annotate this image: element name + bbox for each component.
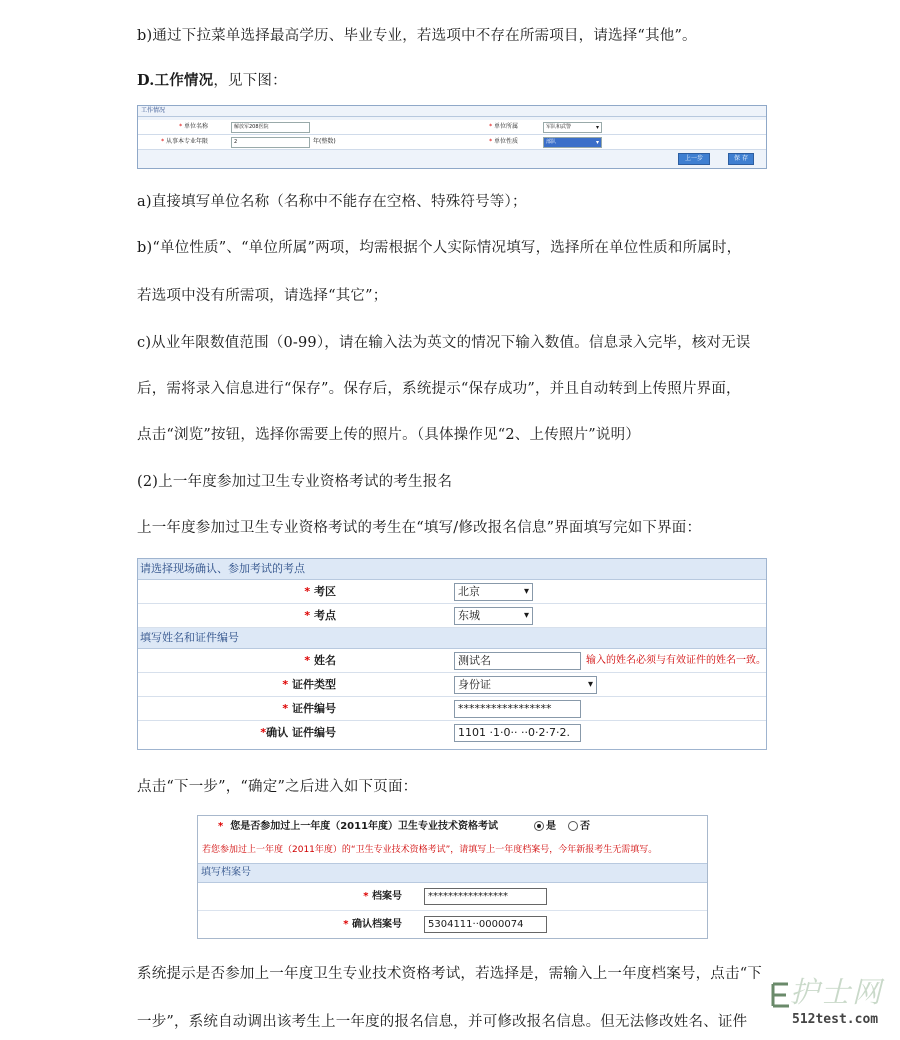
archive-warning: 若您参加过上一年度（2011年度）的“卫生专业技术资格考试”，请填写上一年度档案号，今年新报考生无需填写。 xyxy=(202,845,658,855)
exam-site-label: * 考点 xyxy=(304,609,336,622)
archive-number-input[interactable]: **************** xyxy=(424,888,547,905)
radio-yes[interactable]: 是 xyxy=(534,816,556,838)
id-confirm-label: *确认 证件编号 xyxy=(260,726,336,739)
paragraph-2-title: (2)上一年度参加过卫生专业资格考试的考生报名 xyxy=(137,474,453,490)
paragraph-c-line3: 点击“浏览”按钮，选择你需要上传的照片。（具体操作见“2、上传照片”说明） xyxy=(137,427,641,443)
name-hint: 输入的姓名必须与有效证件的姓名一致。 xyxy=(586,655,766,666)
id-number-label: * 证件编号 xyxy=(282,702,336,715)
id-type-select[interactable]: 身份证 ▾ xyxy=(454,676,597,694)
exam-site-select[interactable]: 东城 ▾ xyxy=(454,607,533,625)
save-button[interactable]: 保 存 xyxy=(728,153,754,165)
logo-mark-icon xyxy=(770,980,792,1010)
section-exam-site: 请选择现场确认、参加考试的考点 xyxy=(138,559,766,580)
prior-exam-question: * 您是否参加过上一年度（2011年度）卫生专业技术资格考试 xyxy=(218,821,499,832)
archive-number-form xyxy=(197,815,708,939)
years-input[interactable]: 2 xyxy=(231,137,310,148)
unit-name-label: * 单位名称 xyxy=(179,123,208,130)
watermark-en: 512test.com xyxy=(792,1012,879,1027)
nature-label: * 单位性质 xyxy=(489,138,518,145)
exam-area-select[interactable]: 北京 ▾ xyxy=(454,583,533,601)
id-type-label: * 证件类型 xyxy=(282,678,336,691)
affiliation-select[interactable]: 军队和武警 ▾ xyxy=(543,122,602,133)
work-row-2 xyxy=(138,135,766,150)
exam-area-label: * 考区 xyxy=(304,585,336,598)
name-input[interactable]: 测试名 xyxy=(454,652,581,670)
id-number-input[interactable]: ***************** xyxy=(454,700,581,718)
row-id-confirm xyxy=(138,721,766,744)
paragraph-a-unit: a)直接填写单位名称（名称中不能存在空格、特殊符号等）； xyxy=(137,194,527,210)
paragraph-2-intro: 上一年度参加过卫生专业资格考试的考生在“填写/修改报名信息”界面填写完如下界面： xyxy=(137,520,702,536)
prior-exam-question-row xyxy=(198,816,707,838)
row-name xyxy=(138,649,766,673)
watermark-cn: 护士网 xyxy=(790,975,884,1009)
prev-step-button[interactable]: 上一步 xyxy=(678,153,710,165)
radio-no[interactable]: 否 xyxy=(568,816,590,838)
archive-confirm-label: * 确认档案号 xyxy=(343,919,402,930)
heading-d-bold: D.工作情况 xyxy=(137,72,214,89)
row-id-number xyxy=(138,697,766,721)
work-situation-form xyxy=(137,105,767,169)
paragraph-system-line1: 系统提示是否参加上一年度卫生专业技术资格考试，若选择是，需输入上一年度档案号，点击“下 xyxy=(137,966,763,982)
paragraph-next: 点击“下一步”，“确定”之后进入如下页面： xyxy=(137,779,418,795)
paragraph-b-unit-line2: 若选项中没有所需项，请选择“其它”； xyxy=(137,288,388,304)
row-archive-confirm xyxy=(198,911,707,938)
paragraph-c-line1: c)从业年限数值范围（0-99），请在输入法为英文的情况下输入数值。信息录入完毕，核对无误 xyxy=(137,335,751,351)
row-exam-site xyxy=(138,604,766,628)
paragraph-b-education: b)通过下拉菜单选择最高学历、毕业专业，若选项中不存在所需项目，请选择“其他”。 xyxy=(137,28,697,44)
id-confirm-input[interactable]: 1101 ·1·0·· ··0·2·7·2. xyxy=(454,724,581,742)
paragraph-c-line2: 后，需将录入信息进行“保存”。保存后，系统提示“保存成功”，并且自动转到上传照片界面， xyxy=(137,381,741,397)
paragraph-system-line2: 一步”，系统自动调出该考生上一年度的报名信息，并可修改报名信息。但无法修改姓名、证件 xyxy=(137,1014,748,1030)
radio-no-icon xyxy=(568,821,578,831)
section-archive-number: 填写档案号 xyxy=(198,863,707,883)
row-exam-area xyxy=(138,580,766,604)
years-unit: 年(整数) xyxy=(313,138,336,145)
section-heading-d xyxy=(137,69,287,90)
years-label: * 从事本专业年限 xyxy=(161,138,208,145)
archive-confirm-input[interactable]: 5304111··0000074 xyxy=(424,916,547,933)
name-label: * 姓名 xyxy=(304,654,336,667)
heading-d-suffix: ，见下图： xyxy=(213,73,287,89)
section-name-id: 填写姓名和证件编号 xyxy=(138,628,766,649)
unit-name-input[interactable]: 解放军208医院 xyxy=(231,122,310,133)
row-id-type xyxy=(138,673,766,697)
exam-registration-form xyxy=(137,558,767,750)
paragraph-b-unit-line1: b)“单位性质”、“单位所属”两项，均需根据个人实际情况填写，选择所在单位性质和所属时， xyxy=(137,240,742,256)
radio-yes-icon xyxy=(534,821,544,831)
nature-select[interactable]: 部队 ▾ xyxy=(543,137,602,148)
archive-number-label: * 档案号 xyxy=(363,891,402,902)
work-form-title: 工作情况 xyxy=(138,106,766,117)
watermark-logo xyxy=(768,968,896,1034)
affiliation-label: * 单位所属 xyxy=(489,123,518,130)
row-archive-number xyxy=(198,883,707,911)
work-row-1 xyxy=(138,120,766,135)
